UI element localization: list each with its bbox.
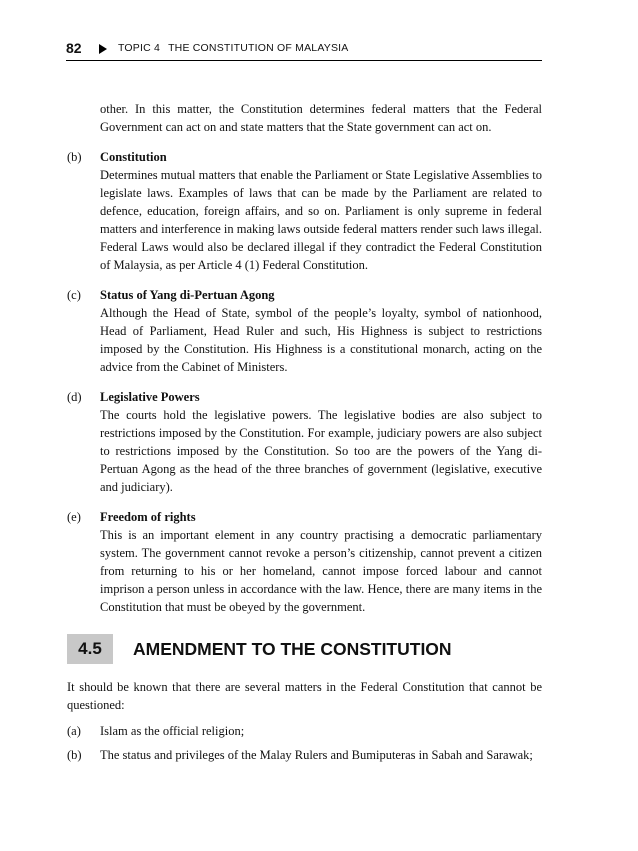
running-header bbox=[66, 40, 542, 61]
list-item bbox=[67, 746, 542, 764]
item-label: (e) bbox=[67, 510, 81, 524]
list-item-e bbox=[67, 508, 542, 616]
section-number: 4.5 bbox=[67, 634, 113, 664]
item-label: (c) bbox=[67, 288, 81, 302]
section-list bbox=[67, 722, 542, 764]
section-intro: It should be known that there are several matters in the Federal Constitution that cannot be questioned: bbox=[67, 680, 542, 712]
list-label: (b) bbox=[67, 748, 82, 762]
list-item-b bbox=[67, 148, 542, 274]
play-arrow-icon bbox=[99, 44, 107, 54]
page-body bbox=[67, 100, 542, 764]
item-label: (b) bbox=[67, 150, 82, 164]
item-title: Constitution bbox=[100, 150, 167, 164]
list-text: Islam as the official religion; bbox=[100, 724, 245, 738]
section-title: AMENDMENT TO THE CONSTITUTION bbox=[133, 639, 452, 659]
item-text: The courts hold the legislative powers. The legislative bodies are also subject to restrictions imposed by the Constitution. For example, judiciary powers are also subject to restrictions imposed by the Constitution. So too are the powers of the Yang di-Pertuan Agong as the head of the three branches of government (legislative, executive and judiciary). bbox=[100, 408, 542, 494]
running-title bbox=[118, 42, 348, 54]
item-title: Freedom of rights bbox=[100, 510, 196, 524]
list-label: (a) bbox=[67, 724, 81, 738]
topic-title: THE CONSTITUTION OF MALAYSIA bbox=[168, 42, 349, 54]
section-heading bbox=[67, 634, 542, 664]
list-item bbox=[67, 722, 542, 740]
list-text: The status and privileges of the Malay Rulers and Bumiputeras in Sabah and Sarawak; bbox=[100, 748, 533, 762]
item-text: Determines mutual matters that enable the Parliament or State Legislative Assemblies to legislate laws. Examples of laws that can be made by the Parliament are related to defence, education, foreign affairs, and so on. Parliament is only supreme in federal matters and interference in making laws outside federal matters render such laws illegal. Federal Laws would also be declared illegal if they contradict the Federal Constitution of Malaysia, as per Article 4 (1) Federal Constitution. bbox=[100, 168, 542, 272]
item-title: Legislative Powers bbox=[100, 390, 200, 404]
page-number: 82 bbox=[66, 40, 82, 56]
item-text: This is an important element in any country practising a democratic parliamentary system. The government cannot revoke a person’s citizenship, cannot prevent a citizen from returning to his or her homeland, cannot impose forced labour and cannot imprison a person unless in accordance with the law. Hence, there are many items in the Constitution that must be obeyed by the government. bbox=[100, 528, 542, 614]
list-item-c bbox=[67, 286, 542, 376]
list-item-d bbox=[67, 388, 542, 496]
topic-label: TOPIC 4 bbox=[118, 42, 161, 54]
item-title: Status of Yang di-Pertuan Agong bbox=[100, 288, 275, 302]
intro-continuation: other. In this matter, the Constitution determines federal matters that the Federal Government can act on and state matters that the State government can act on. bbox=[100, 102, 542, 134]
item-text: Although the Head of State, symbol of the people’s loyalty, symbol of nationhood, Head of Parliament, Head Ruler and such, His Highness is subject to restrictions imposed by the Constitution. His Highness is a constitutional monarch, acting on the advice from the Cabinet of Ministers. bbox=[100, 306, 542, 374]
item-label: (d) bbox=[67, 390, 82, 404]
